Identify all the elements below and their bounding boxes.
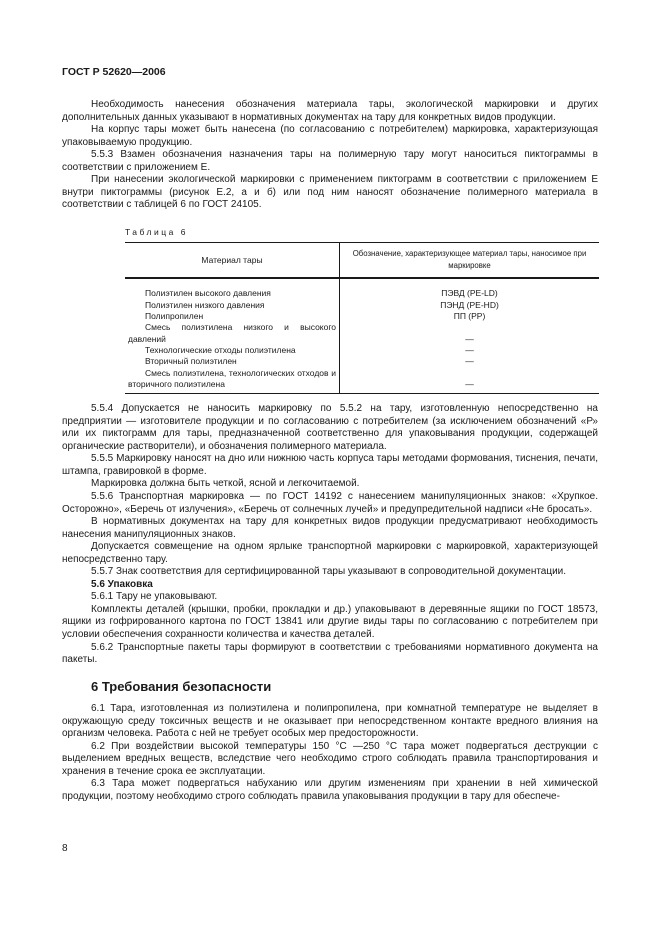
code-cell: ПП (PP) (453, 311, 486, 322)
paragraph: 5.6.1 Тару не упаковывают. (91, 591, 218, 603)
table-row (125, 278, 599, 299)
material-cell: Технологические отходы полиэтилена (145, 344, 296, 355)
table-row (125, 345, 599, 356)
code-cell: ПЭНД (PE-HD) (440, 299, 499, 310)
paragraph: При нанесении экологической маркировки с применением пиктограмм в соответствии с приложением Е внутри пиктограммы (рисунок Е.2, а и б) или под ним наносят обозначение полимерного материала в соответствии с таблицей 6 по ГОСТ 24105. (62, 174, 598, 211)
table-row (125, 300, 599, 311)
paragraph: 6.3 Тара может подвергаться набуханию или другим изменениям при хранении в ней химической продукции, поэтому необходимо строго соблюдать правила упаковывания продукции в тару для обеспече- (62, 778, 598, 802)
table-row (125, 356, 599, 367)
table-row (125, 368, 599, 394)
code-cell: — (465, 333, 474, 344)
code-cell: — (340, 368, 600, 394)
paragraph: Необходимость нанесения обозначения материала тары, экологической маркировки и других дополнительных данных указывают в нормативных документах на тару для конкретных видов продукции. (62, 99, 598, 123)
material-cell: Смесь полиэтилена низкого и высокого давлений (128, 322, 336, 344)
table-header-code: Обозначение, характеризующее материал тары, наносимое при маркировке (340, 243, 600, 279)
paragraph: 5.6.2 Транспортные пакеты тары формируют в соответствии с требованиями нормативного документа на пакеты. (62, 641, 598, 666)
paragraph: 5.5.5 Маркировку наносят на дно или нижнюю часть корпуса тары методами формования, тиснения, печати, штампа, гравировкой в форме. (62, 453, 598, 477)
code-cell: — (465, 344, 474, 355)
paragraph: В нормативных документах на тару для конкретных видов продукции предусматривают необходимость нанесения манипуляционных знаков. (62, 516, 598, 540)
standard-header: ГОСТ Р 52620—2006 (62, 66, 166, 78)
table-row (125, 311, 599, 322)
paragraph: 5.5.3 Взамен обозначения назначения тары на полимерную тару могут наноситься пиктограммы в соответствии с приложением Е. (62, 149, 598, 173)
table-header-material: Материал тары (125, 243, 340, 279)
paragraph: Допускается совмещение на одном ярлыке транспортной маркировки с маркировкой, характеризующей непосредственно тару. (62, 541, 598, 565)
paragraph: Комплекты деталей (крышки, пробки, прокладки и др.) упаковывают в деревянные ящики по ГОСТ 18573, ящики из гофрированного картона по ГОСТ 13841 или другие виды тары по согласованию с потребителем при условии обеспечения сохранности количества и качества деталей. (62, 603, 598, 640)
paragraph: Маркировка должна быть четкой, ясной и легкочитаемой. (91, 478, 360, 490)
paragraph: На корпус тары может быть нанесена (по согласованию с потребителем) маркировка, характеризующая упаковываемую продукцию. (62, 124, 598, 148)
code-cell: — (465, 356, 474, 367)
paragraph: 6.1 Тара, изготовленная из полиэтилена и полипропилена, при комнатной температуре не выделяет в окружающую среду токсичных веществ и не оказывает при непосредственном контакте вредного влияния на организм человека. Работа с ней не требует особых мер предосторожности. (62, 703, 598, 740)
material-cell: Вторичный полиэтилен (145, 356, 237, 367)
paragraph: 5.5.4 Допускается не наносить маркировку по 5.5.2 на тару, изготовленную непосредственно на предприятии — изготовителе продукции и по согласованию с потребителем (за исключением обозначений «Р» или их пиктограмм для тары, предназначенной соответственно для упаковывания продукции, содержащей органические растворители), и обозначения полимерного материала. (62, 403, 598, 452)
materials-table (125, 242, 599, 394)
material-cell: Смесь полиэтилена, технологических отходов и вторичного полиэтилена (128, 367, 336, 389)
section-title: 6 Требования безопасности (91, 678, 272, 694)
material-cell: Полиэтилен низкого давления (145, 299, 265, 310)
page-content (62, 99, 598, 804)
code-cell: ПЭВД (PE-LD) (441, 288, 498, 299)
material-cell: Полипропилен (145, 311, 204, 322)
paragraph: 5.5.6 Транспортная маркировка — по ГОСТ 14192 с нанесением манипуляционных знаков: «Хрупкое. Осторожно», «Беречь от излучения», «Беречь от солнечных лучей» и предупредительной надписи «Не бросать». (62, 490, 598, 515)
paragraph: 5.5.7 Знак соответствия для сертифицированной тары указывают в сопроводительной документации. (91, 566, 567, 578)
table-row (125, 322, 599, 345)
material-cell: Полиэтилен высокого давления (145, 288, 271, 299)
table-caption: Таблица 6 (125, 226, 188, 237)
subsection-title: 5.6 Упаковка (91, 578, 153, 590)
page-number: 8 (62, 843, 68, 854)
paragraph: 6.2 При воздействии высокой температуры 150 °С —250 °С тара может подвергаться деструкции с выделением вредных веществ, вследствие чего необходимо строго соблюдать правила транспортирования и хранения в течение срока ее эксплуатации. (62, 740, 598, 777)
